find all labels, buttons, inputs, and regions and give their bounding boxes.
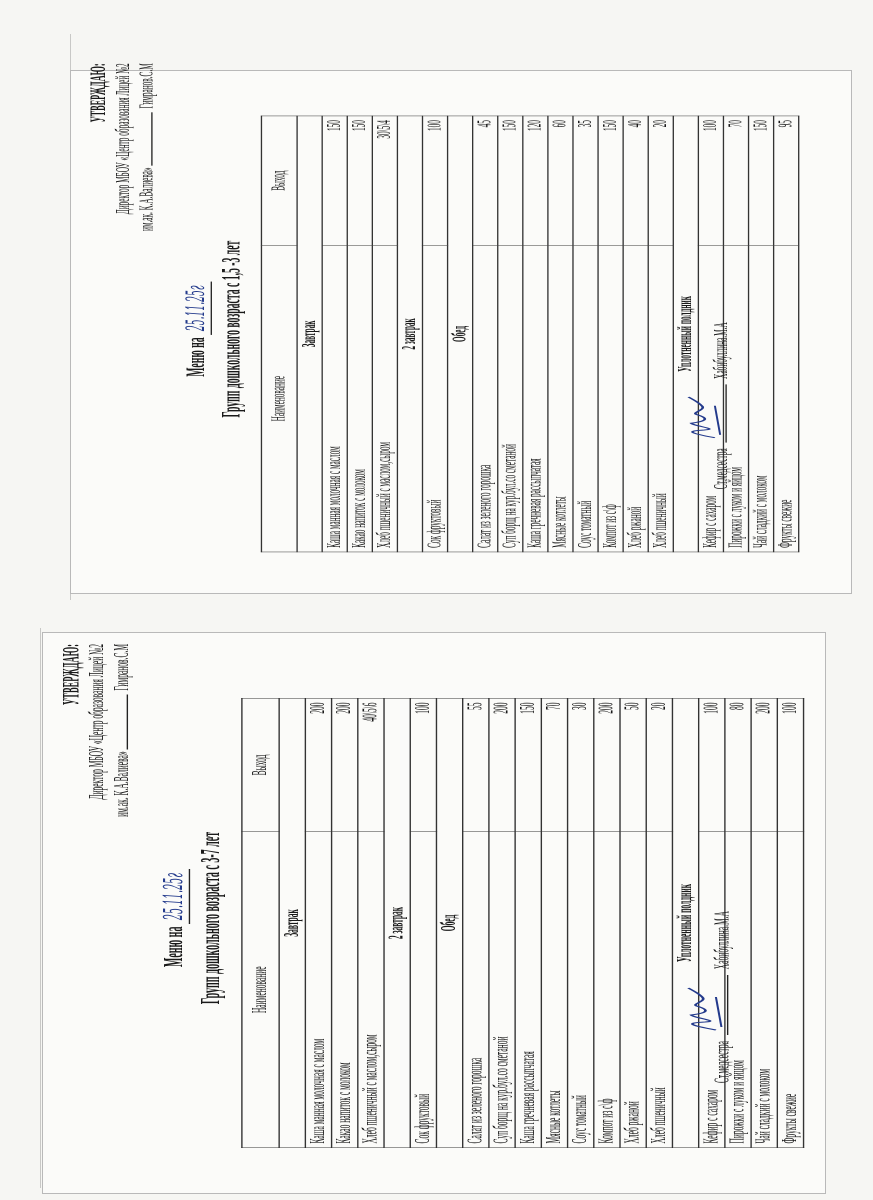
table-row: [473, 116, 498, 552]
dish-name: Компот из с\ф: [594, 832, 620, 1148]
dish-name: Кефир с сахаром: [699, 832, 725, 1148]
dish-name: Каша гречневая рассыпчатая: [523, 245, 548, 552]
dish-output: 95: [774, 116, 799, 245]
dish-name: Какао напиток с молоком: [347, 245, 372, 552]
table-row: [332, 698, 358, 1148]
menu-title: [182, 135, 248, 523]
dish-name: Каша манная молочная с маслом: [322, 245, 347, 552]
table-row: [358, 698, 384, 1148]
header-name: Наименование: [261, 245, 297, 552]
dish-name: Кефир с сахаром: [698, 245, 723, 552]
table-row: [777, 698, 803, 1148]
dish-output: 55: [463, 698, 489, 832]
rotated-document: [48, 638, 821, 1188]
dish-output: 120: [523, 116, 548, 245]
table-row: [594, 698, 620, 1148]
menu-date: 25.11.25г: [158, 869, 190, 924]
menu-subtitle: Групп дошкольного возраста с 1,5 -3 лет: [217, 240, 247, 418]
signature-block: [710, 911, 735, 1083]
section-title: Уплотненный полдник: [672, 698, 698, 1148]
menu-title-prefix: Меню на: [158, 926, 189, 967]
signer-name: Хабибуллина.М.А: [710, 322, 733, 379]
table-row: [498, 116, 523, 552]
dish-name: Пирожки с луком и яйцом: [723, 245, 748, 552]
signer-role: Ст.медсестра: [711, 1041, 734, 1083]
signature-line: [710, 385, 727, 443]
section-title: Завтрак: [297, 116, 322, 552]
dish-name: Компот из с\ф: [598, 245, 623, 552]
dish-output: 40\5\6: [358, 698, 384, 832]
dish-output: 100: [777, 698, 803, 832]
dish-name: Салат из зеленого горошка: [473, 245, 498, 552]
table-row: [620, 698, 646, 1148]
director-signature-line: [135, 112, 152, 165]
dish-name: Соус томатный: [568, 832, 594, 1148]
dish-output: 50: [620, 698, 646, 832]
dish-output: 200: [489, 698, 515, 832]
table-row: [648, 116, 673, 552]
table-row: [774, 116, 799, 552]
dish-name: Пирожки с луком и яйцом: [725, 832, 751, 1148]
approval-header: УТВЕРЖДАЮ:: [57, 644, 84, 705]
table-row: [322, 116, 347, 552]
approval-line-2: [135, 63, 159, 231]
section-row: [448, 116, 473, 552]
dish-name: Хлеб пшеничный с маслом,сыром: [358, 832, 384, 1148]
section-title: Завтрак: [279, 698, 305, 1148]
dish-output: 200: [594, 698, 620, 832]
section-title: 2 завтрак: [384, 698, 410, 1148]
dish-output: 30\5\4: [372, 116, 397, 245]
dish-output: 35: [573, 116, 598, 245]
dish-output: 150: [749, 116, 774, 245]
director-name: Гимранов.С.М: [111, 644, 134, 691]
table-header-row: [261, 116, 297, 552]
header-name: Наименование: [242, 832, 279, 1148]
menu-subtitle: Групп дошкольного возраста с 3-7 лет: [195, 831, 227, 1005]
table-row: [548, 116, 573, 552]
dish-name: Мясные котлеты: [548, 245, 573, 552]
school-name-cont: им.ак. К.А.Валиева»: [111, 751, 134, 817]
dish-output: 70: [723, 116, 748, 245]
section-row: [672, 698, 698, 1148]
dish-output: 80: [725, 698, 751, 832]
approval-header: УТВЕРЖДАЮ:: [85, 63, 111, 123]
table-row: [598, 116, 623, 552]
dish-output: 45: [473, 116, 498, 245]
approval-line-1: Директор МБОУ «Центр образования Лицей №2: [86, 644, 109, 800]
dish-name: Сок фруктовый: [423, 245, 448, 552]
section-title: Уплотненный полдник: [673, 116, 698, 552]
dish-name: Мясные котлеты: [541, 832, 567, 1148]
header-output: Выход: [242, 698, 279, 832]
dish-output: 200: [332, 698, 358, 832]
dish-name: Чай сладкий с молоком: [749, 245, 774, 552]
table-row: [646, 698, 672, 1148]
dish-name: Хлеб ржаной: [620, 832, 646, 1148]
dish-output: 150: [347, 116, 372, 245]
dish-name: Хлеб пшеничный: [648, 245, 673, 552]
section-title: Обед: [436, 698, 462, 1148]
dish-name: Суп борщ на кур.бул.со сметаной: [489, 832, 515, 1148]
dish-name: Салат из зеленого горошка: [463, 832, 489, 1148]
table-row: [423, 116, 448, 552]
dish-output: 20: [646, 698, 672, 832]
table-row: [541, 698, 567, 1148]
table-row: [623, 116, 648, 552]
dish-name: Чай сладкий с молоком: [751, 832, 777, 1148]
table-row: [573, 116, 598, 552]
director-name: Гимранов.С.М: [136, 63, 158, 109]
table-row: [347, 116, 372, 552]
menu-sheet-preschool: [42, 632, 826, 1194]
table-row: [568, 698, 594, 1148]
rotated-document: [76, 57, 815, 591]
dish-name: Соус томатный: [573, 245, 598, 552]
section-title: Обед: [448, 116, 473, 552]
section-row: [279, 698, 305, 1148]
dish-name: Суп борщ на кур.бул.со сметаной: [498, 245, 523, 552]
menu-date: 25.11.25г: [182, 282, 212, 335]
signer-name: Хабибуллина.М.А: [711, 911, 734, 970]
scan-edge-bottom: [40, 628, 41, 1188]
table-header-row: [242, 698, 279, 1148]
dish-name: Хлеб пшеничный: [646, 832, 672, 1148]
school-name-cont: им.ак. К.А.Валиева»: [136, 167, 158, 232]
director-signature-line: [110, 694, 128, 749]
menu-title-prefix: Меню на: [181, 337, 211, 377]
dish-output: 100: [699, 698, 725, 832]
dish-output: 30: [568, 698, 594, 832]
table-row: [463, 698, 489, 1148]
approval-line-1: Директор МБОУ «Центр образования Лицей №2: [112, 63, 135, 215]
dish-output: 150: [498, 116, 523, 245]
dish-name: Фрукты свежие: [774, 245, 799, 552]
dish-output: 100: [423, 116, 448, 245]
dish-output: 200: [751, 698, 777, 832]
dish-output: 200: [305, 698, 331, 832]
section-title: 2 завтрак: [397, 116, 422, 552]
dish-name: Фрукты свежие: [777, 832, 803, 1148]
section-row: [384, 698, 410, 1148]
dish-name: Какао напиток с молоком: [332, 832, 358, 1148]
dish-name: Хлеб ржаной: [623, 245, 648, 552]
table-row: [305, 698, 331, 1148]
signature-line: [710, 975, 728, 1035]
table-row: [515, 698, 541, 1148]
dish-output: 100: [410, 698, 436, 832]
dish-output: 20: [648, 116, 673, 245]
dish-name: Хлеб пшеничный с маслом,сыром: [372, 245, 397, 552]
dish-output: 70: [541, 698, 567, 832]
dish-output: 150: [598, 116, 623, 245]
dish-output: 100: [698, 116, 723, 245]
dish-name: Сок фруктовый: [410, 832, 436, 1148]
dish-name: Каша гречневая рассыпчатая: [515, 832, 541, 1148]
handwritten-signature-icon: [680, 987, 727, 1032]
handwritten-signature-icon: [681, 396, 726, 440]
dish-output: 150: [322, 116, 347, 245]
signature-block: [710, 322, 734, 489]
table-row: [410, 698, 436, 1148]
table-row: [523, 116, 548, 552]
table-row: [751, 698, 777, 1148]
section-row: [397, 116, 422, 552]
table-row: [372, 116, 397, 552]
dish-name: Каша манная молочная с маслом: [305, 832, 331, 1148]
dish-output: 150: [515, 698, 541, 832]
dish-output: 60: [548, 116, 573, 245]
approval-line-2: [110, 644, 135, 817]
dish-output: 40: [623, 116, 648, 245]
signer-role: Ст.медсестра: [710, 448, 733, 490]
menu-sheet-toddlers: [70, 63, 852, 594]
approval-block: [59, 644, 135, 817]
table-row: [489, 698, 515, 1148]
section-row: [297, 116, 322, 552]
approval-block: [87, 63, 160, 231]
header-output: Выход: [261, 116, 297, 245]
section-row: [436, 698, 462, 1148]
menu-title: [158, 718, 227, 1118]
section-row: [673, 116, 698, 552]
table-row: [749, 116, 774, 552]
